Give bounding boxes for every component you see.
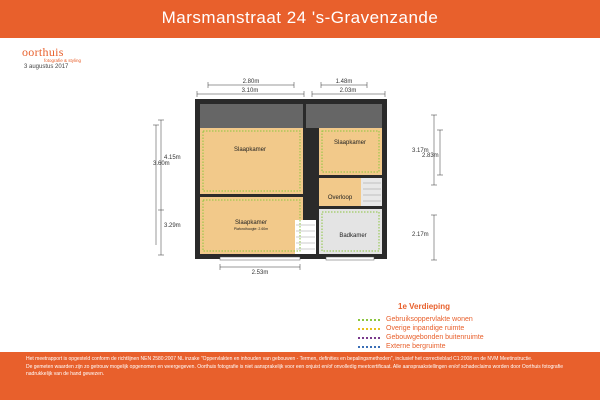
report-date: 3 augustus 2017 bbox=[24, 64, 69, 70]
dim-top-left-outer: 2.80m bbox=[242, 79, 260, 85]
dim-left-lower: 3.29m bbox=[164, 223, 181, 229]
legend bbox=[358, 302, 588, 351]
dim-right-upper: 3.17m bbox=[412, 148, 429, 154]
legend-title: 1e Verdieping bbox=[398, 302, 451, 311]
legend-swatch bbox=[358, 319, 380, 321]
footer-text-liability: De gemeten waarden zijn zo getrouw mogelijk opgenomen en weergegeven. Oorthuis fotografie is niet aansprakelijk voor een onjuist en/of onvolledig meetcertificaat. Alle aanspraakstellingen en/of schadeclaims worden door Oorthuis fotografie nadrukkelijk van de hand gewezen. bbox=[26, 364, 563, 377]
brand-logo bbox=[22, 45, 112, 63]
legend-item-external-storage bbox=[358, 342, 588, 351]
legend-item-usable bbox=[358, 315, 588, 324]
legend-item-other-internal bbox=[358, 324, 588, 333]
footer-disclaimer bbox=[0, 352, 600, 400]
page-title: Marsmanstraat 24 's-Gravenzande bbox=[161, 8, 439, 27]
legend-label: Overige inpandige ruimte bbox=[386, 325, 465, 332]
legend-label: Gebouwgebonden buitenruimte bbox=[386, 334, 484, 341]
legend-swatch bbox=[358, 337, 380, 339]
dim-right-lower: 2.17m bbox=[412, 232, 429, 238]
room-ceiling-height: Plafondhoogte: 2.60m bbox=[233, 227, 269, 231]
logo-name: oorthuis bbox=[22, 45, 64, 59]
header-bar bbox=[0, 0, 600, 38]
legend-swatch bbox=[358, 328, 380, 330]
dim-top-right-inner: 2.03m bbox=[339, 88, 357, 94]
dim-top-right-outer: 1.48m bbox=[335, 79, 353, 85]
room-label-bathroom: Badkamer bbox=[339, 233, 367, 239]
legend-item-outdoor bbox=[358, 333, 588, 342]
footer-text-measurement: Het meetrapport is opgesteld conform de richtlijnen NEN 2580:2007 NL inzake "Oppervlakten en inhouden van gebouwen - Termen, definities en bepalingsmethoden", inclusief het correctieblad C1:2008 en de NVM Meetinstructie. bbox=[26, 356, 533, 362]
dim-left-upper: 4.15m bbox=[164, 155, 181, 161]
dim-bottom: 2.53m bbox=[251, 270, 269, 275]
room-label-bedroom-1: Slaapkamer bbox=[233, 147, 267, 153]
room-label-landing: Overloop bbox=[327, 195, 353, 201]
logo-subtitle: fotografie & styling bbox=[44, 58, 82, 63]
floor-plan bbox=[150, 75, 450, 275]
room-label-bedroom-2: Slaapkamer bbox=[333, 140, 367, 146]
room-label-bedroom-3: Slaapkamer bbox=[234, 220, 268, 226]
legend-swatch bbox=[358, 346, 380, 348]
dim-top-left-inner: 3.10m bbox=[241, 88, 259, 94]
dim-left-total: 3.60m bbox=[153, 161, 170, 167]
legend-label: Gebruiksoppervlakte wonen bbox=[386, 316, 473, 323]
legend-label: Externe bergruimte bbox=[386, 343, 446, 350]
dim-right-mid: 2.83m bbox=[422, 153, 439, 159]
